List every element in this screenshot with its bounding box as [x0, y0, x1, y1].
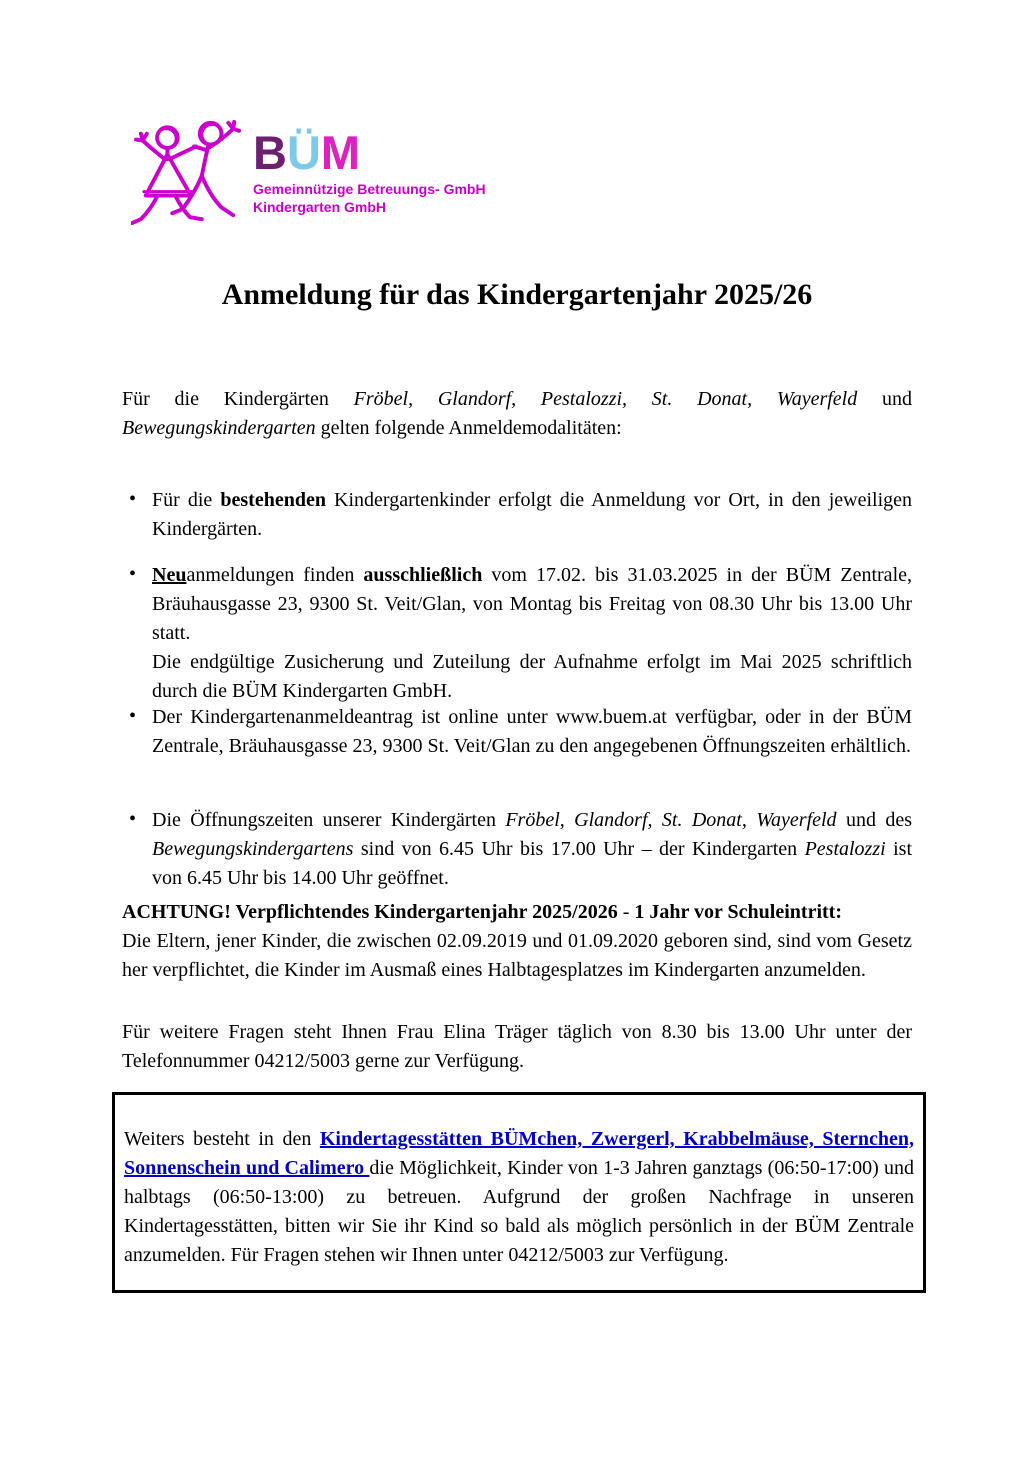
text-segment: Ü [286, 126, 321, 179]
text-segment: Für weitere Fragen steht Ihnen Frau Elina Träger täglich von 8.30 bis 13.00 Uhr unter der Telefonnummer 04212/5003 gerne zur Verfügung. [122, 1021, 912, 1072]
text-segment: B [253, 126, 287, 179]
logo [131, 117, 486, 227]
text-segment: und [857, 388, 912, 410]
bullet-new-registrations-text [152, 561, 912, 706]
logo-subtitle-line2: Kindergarten GmbH [253, 198, 387, 215]
bullet-existing-children-text [152, 486, 912, 544]
bullet-icon: • [129, 488, 137, 510]
text-segment: gelten folgende Anmeldemodalitäten: [315, 417, 622, 439]
bullet-opening-hours [122, 806, 912, 893]
logo-subtitle-line1: Gemeinnützige Betreuungs- GmbH [253, 181, 486, 197]
achtung-paragraph [122, 898, 912, 985]
intro-paragraph [122, 385, 912, 443]
text-segment: die Möglichkeit, Kinder von 1-3 Jahren ganztags (06:50-17:00) und halbtags (06:50-13:00) zu betreuen. Aufgrund der großen Nachfrage in unseren Kindertagesstätten, bitten wir Sie ihr Kind so bald als möglich persönlich in der BÜM Zentrale anzumelden. Für Fragen stehen wir Ihnen unter 04212/5003 zur Verfügung. [124, 1157, 915, 1266]
logo-wordmark [253, 126, 486, 179]
text-segment: bestehenden [220, 489, 326, 511]
logo-text-block [253, 126, 486, 217]
text-segment: Kindergartenkinder erfolgt die Anmeldung vor Ort, in den jeweiligen Kindergärten. [152, 489, 912, 540]
page-title: Anmeldung für das Kindergartenjahr 2025/26 [221, 278, 813, 311]
kindertagesstaetten-link[interactable]: Kindertagesstätten BÜMchen, Zwergerl, Krabbelmäuse, Sternchen, Sonnenschein und Calimero [124, 1128, 914, 1179]
text-segment: ACHTUNG! Verpflichtendes Kindergartenjahr 2025/2026 [122, 901, 618, 923]
text-segment: 1 Jahr vor Schuleintritt: [634, 901, 842, 923]
text-segment: Fröbel, Glandorf, St. Donat, Wayerfeld [505, 809, 837, 831]
text-segment: vom 17.02. bis 31.03.2025 in der BÜM Zentrale, Bräuhausgasse 23, 9300 St. Veit/Glan, von Montag bis Freitag von 08.30 Uhr bis 13.00 Uhr statt. [152, 564, 912, 644]
text-segment: Für die Kindergärten [122, 388, 354, 410]
text-segment: Die Eltern, jener Kinder, die zwischen 02.09.2019 und 01.09.2020 geboren sind, sind vom Gesetz her verpflichtet, die Kinder im Ausmaß eines Halbtagesplatzes im Kindergarten anzumelden. [122, 930, 912, 981]
notice-text [124, 1125, 914, 1270]
text-segment: und des [836, 809, 912, 831]
bullet-opening-hours-text [152, 806, 912, 893]
bullet-application-form [122, 703, 912, 761]
text-segment: anmeldungen finden [186, 564, 364, 586]
text-segment: Bewegungskindergarten [122, 417, 316, 439]
text-segment: Pestalozzi [804, 838, 886, 860]
bullet-icon: • [129, 705, 137, 727]
text-segment: Fröbel, Glandorf, Pestalozzi, St. Donat, Wayerfeld [353, 388, 858, 410]
contact-paragraph [122, 1018, 912, 1076]
text-segment: Der Kindergartenanmeldeantrag ist online unter www.buem.at verfügbar, oder in der BÜM Zentrale, Bräuhausgasse 23, 9300 St. Veit/Glan zu den angegebenen Öffnungszeiten erhältlich. [152, 706, 912, 757]
text-segment: Weiters besteht in den [124, 1128, 320, 1150]
text-segment: sind von 6.45 Uhr bis 17.00 Uhr – der Kindergarten [353, 838, 805, 860]
bullet-icon: • [129, 563, 137, 585]
bullet-existing-children [122, 486, 912, 544]
bullet-new-registrations [122, 561, 912, 706]
bullet-icon: • [129, 808, 137, 830]
text-segment: Für die [152, 489, 221, 511]
notice-box [112, 1092, 926, 1293]
text-segment: - [617, 901, 635, 923]
text-segment: Bewegungskindergartens [152, 838, 354, 860]
logo-subtitle [253, 181, 486, 217]
text-segment: Die endgültige Zusicherung und Zuteilung der Aufnahme erfolgt im Mai 2025 schriftlich durch die BÜM Kindergarten GmbH. [152, 651, 912, 702]
bullet-application-form-text [152, 703, 912, 761]
text-segment: ausschließlich [363, 564, 483, 586]
children-stick-figures-icon [131, 117, 249, 227]
text-segment: Die Öffnungszeiten unserer Kindergärten [152, 809, 506, 831]
text-segment: M [320, 126, 361, 179]
text-segment: Neu [152, 564, 187, 586]
text-segment: ist von 6.45 Uhr bis 14.00 Uhr geöffnet. [152, 838, 912, 889]
